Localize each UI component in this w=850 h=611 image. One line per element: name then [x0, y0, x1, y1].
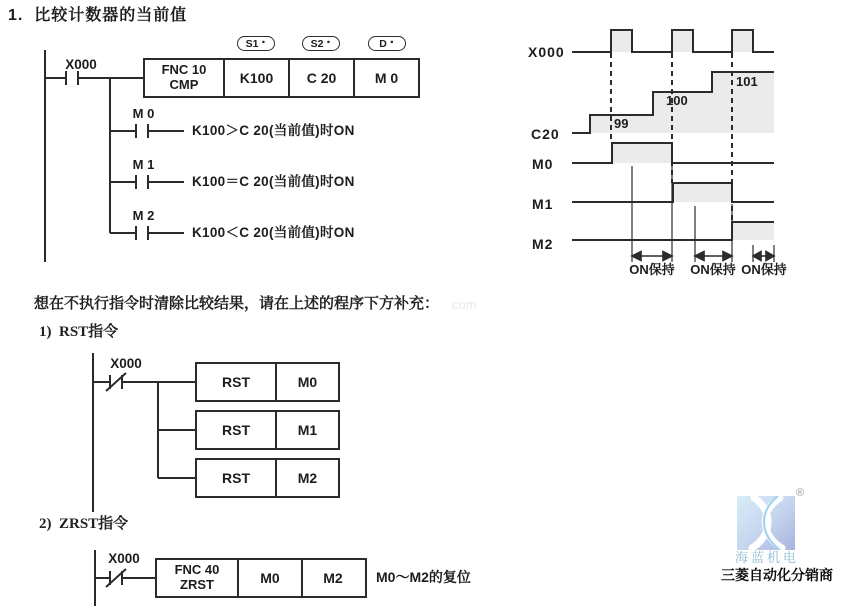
- waveform-m1: [572, 183, 774, 202]
- on-hold-label-1: ON保持: [629, 262, 675, 277]
- operand-pill-s1: S1 ·: [237, 36, 275, 51]
- m1-condition-text: K100＝C 20(当前值)时ON: [192, 174, 355, 189]
- zrst-operand1-cell: M0: [237, 560, 301, 596]
- rst-heading: 1) RST指令: [39, 324, 119, 340]
- m0-contact-label: M 0: [132, 106, 155, 121]
- rst-ladder-wires: [93, 353, 195, 512]
- timing-guide-lines: [632, 164, 774, 262]
- timing-label-m0: M0: [532, 156, 554, 172]
- fnc-mnemonic: ZRST: [180, 577, 214, 592]
- cmp-operand-s1-cell: K100: [223, 60, 288, 96]
- timing-label-m1: M1: [532, 196, 554, 212]
- rst-x000-contact-label: X000: [110, 356, 142, 371]
- company-logo: [737, 496, 795, 550]
- rst-m0-box: [195, 362, 340, 402]
- counter-value-100: 100: [666, 93, 688, 108]
- logo-tagline: 三菱自动化分销商: [721, 567, 833, 583]
- fnc-number: FNC 10: [161, 62, 207, 78]
- cmp-operand-s2-cell: C 20: [288, 60, 353, 96]
- zrst-heading: 2) ZRST指令: [39, 516, 129, 532]
- timing-shading: [590, 30, 774, 240]
- registered-mark-icon: ®: [796, 487, 805, 499]
- zrst-fnc-cell: [157, 560, 237, 596]
- m0-condition-text: K100＞C 20(当前值)时ON: [192, 123, 355, 138]
- on-hold-label-2: ON保持: [690, 262, 736, 277]
- m1-contact-label: M 1: [132, 157, 155, 172]
- pill-s1-label: S1: [245, 37, 259, 50]
- rst-op-cell: RST: [222, 421, 250, 438]
- rst-m1-box: [195, 410, 340, 450]
- logo-swirl-icon: [737, 496, 795, 550]
- rst-operand-cell: M2: [275, 460, 338, 496]
- m2-contact-label: M 2: [132, 208, 155, 223]
- rst-op-cell: RST: [222, 373, 250, 390]
- on-hold-label-3: ON保持: [741, 262, 787, 277]
- cmp-operand-d-cell: M 0: [353, 60, 418, 96]
- timing-label-x000: X000: [528, 44, 565, 60]
- logo-company-name: 海蓝机电: [734, 550, 799, 565]
- cmp-fnc-cell: [145, 60, 223, 96]
- zrst-x000-contact-label: X000: [108, 551, 140, 566]
- note-text: 想在不执行指令时清除比较结果，请在上述的程序下方补充：: [34, 296, 440, 312]
- rst-op-cell: RST: [222, 469, 250, 486]
- pill-d-label: D: [379, 37, 387, 50]
- rst-operand-cell: M0: [275, 364, 338, 400]
- fnc-mnemonic: CMP: [169, 77, 199, 92]
- watermark-fragment: com: [452, 297, 477, 312]
- operand-pill-d: D ·: [368, 36, 406, 51]
- m2-condition-text: K100＜C 20(当前值)时ON: [192, 225, 355, 240]
- timing-label-m2: M2: [532, 236, 554, 252]
- zrst-operand2-cell: M2: [301, 560, 363, 596]
- zrst-description: M0～M2的复位: [376, 569, 471, 585]
- pill-s2-label: S2: [310, 37, 324, 50]
- fnc-number: FNC 40: [174, 562, 220, 578]
- cmp-instruction-box: [143, 58, 420, 98]
- counter-value-99: 99: [614, 116, 629, 131]
- counter-value-101: 101: [736, 74, 758, 89]
- waveform-m0: [572, 143, 774, 163]
- main-x000-contact-label: X000: [65, 57, 97, 72]
- operand-pill-s2: S2 ·: [302, 36, 340, 51]
- rst-m2-box: [195, 458, 340, 498]
- zrst-instruction-box: [155, 558, 367, 598]
- page-title: 1. 比较计数器的当前值: [8, 7, 188, 24]
- rst-operand-cell: M1: [275, 412, 338, 448]
- timing-label-c20: C20: [531, 126, 560, 142]
